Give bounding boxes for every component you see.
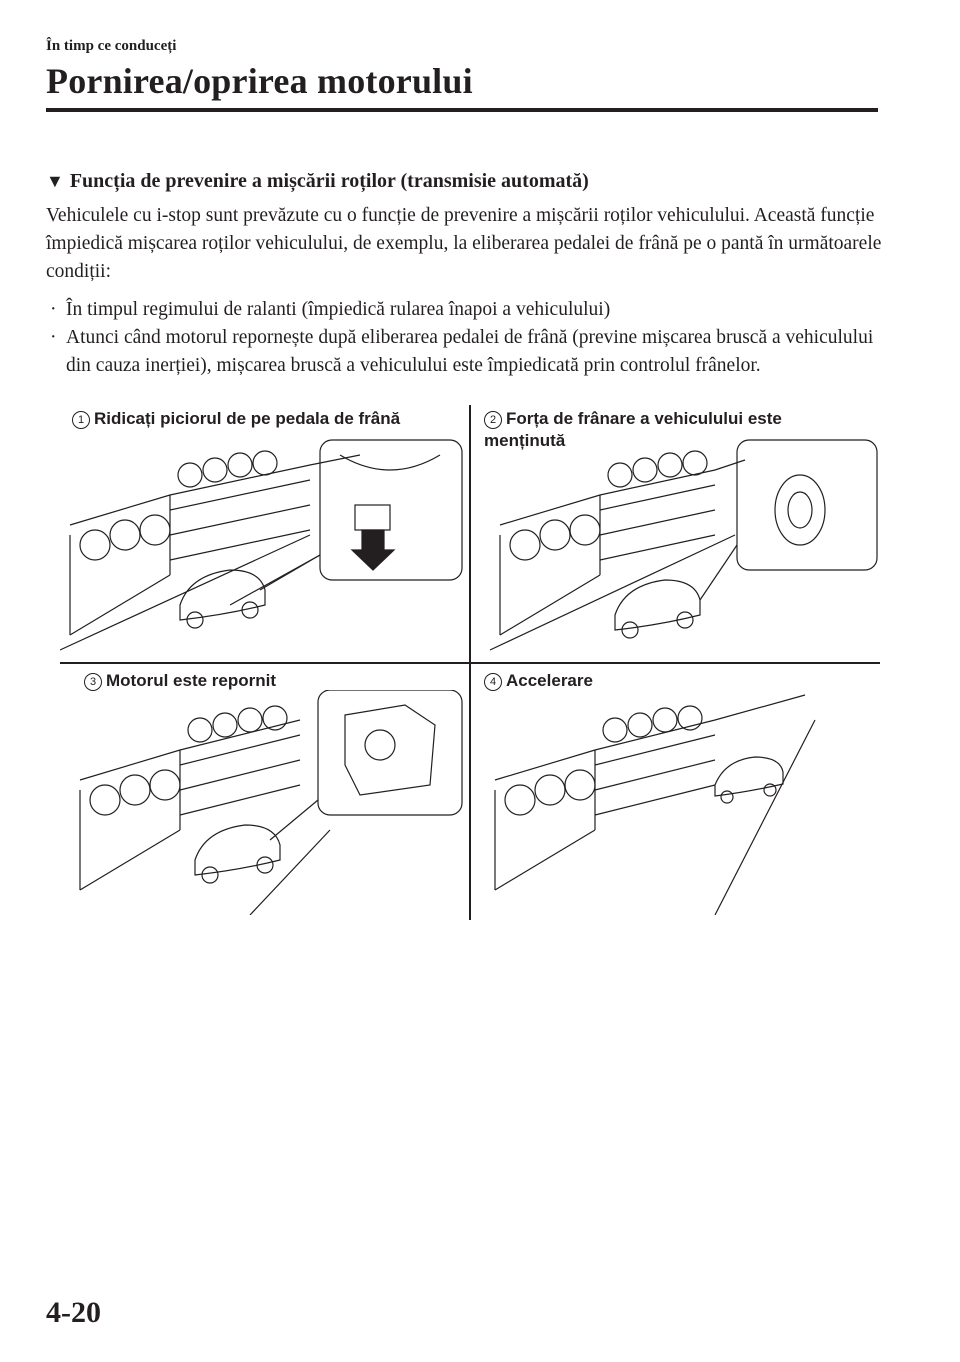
brake-pedal-release-illustration [60,435,465,655]
breadcrumb: În timp ce conduceți [46,38,177,54]
down-triangle-icon: ▼ [46,171,64,191]
page-number: 4-20 [46,1296,101,1329]
list-item [46,324,886,380]
bullet-mark: · [50,327,57,348]
step-number: 4 [484,673,502,691]
list-item-text: În timpul regimului de ralanti (împiedică rularea înapoi a vehiculului) [66,299,611,320]
panel-4-label: 4 Accelerare [484,670,864,692]
page-title: Pornirea/oprirea motorului [46,61,473,101]
bullet-list [46,296,886,380]
step-number: 2 [484,411,502,429]
panel-2-label: 2 Forța de frânare a vehiculului este menținută [484,409,782,450]
figure-divider-horizontal [60,662,880,664]
engine-restart-illustration [60,690,465,915]
list-item [46,296,886,324]
list-item-text: Atunci când motorul repornește după eliberarea pedalei de frână (previne mișcarea bruscă a vehiculului din cauza inerției), mișcarea bruscă a vehiculului este împiedicată prin controlul frânelor. [66,327,874,376]
step-number: 1 [72,411,90,429]
body-paragraph: Vehiculele cu i-stop sunt prevăzute cu o funcție de prevenire a mișcării roților vehiculului. Această funcție împiedică mișcarea roților vehiculului, de exemplu, la eliberarea pedalei de frână pe o pantă în următoarele condiții: [46,205,882,282]
brake-force-held-illustration [475,435,880,655]
step-number: 3 [84,673,102,691]
panel-3-label: 3 Motorul este repornit [84,670,464,692]
section-heading [46,170,589,193]
acceleration-illustration [475,690,880,915]
panel-1-label: 1 Ridicați piciorul de pe pedala de frână [72,408,462,430]
title-rule [46,108,878,112]
bullet-mark: · [50,299,57,320]
section-heading-text: Funcția de prevenire a mișcării roților (transmisie automată) [69,170,589,192]
